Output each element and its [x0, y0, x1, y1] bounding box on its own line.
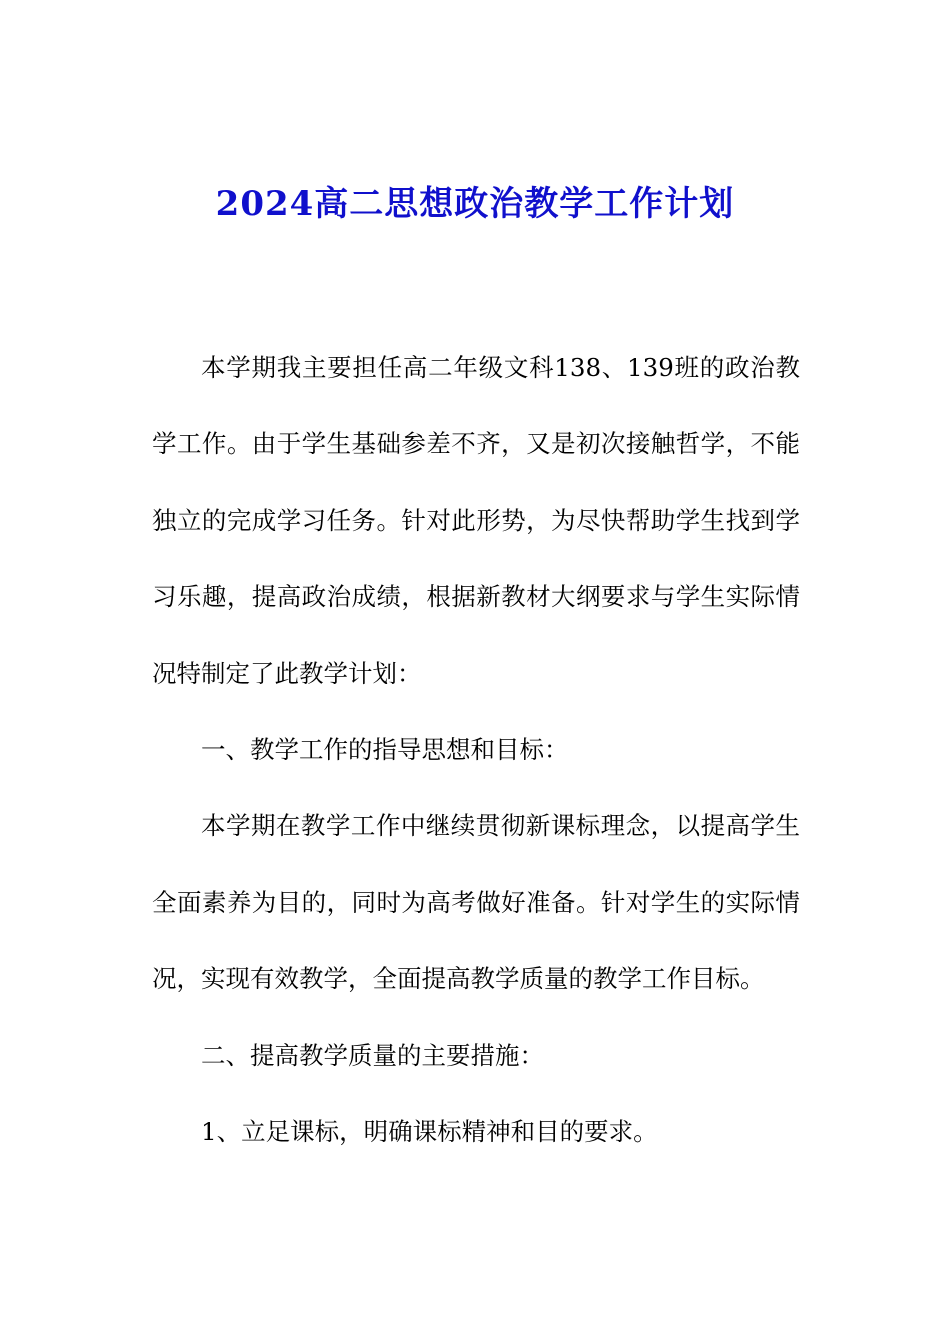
document-body	[152, 330, 800, 1170]
document-title: 2024高二思想政治教学工作计划	[215, 184, 735, 224]
section-heading-measures: 二、提高教学质量的主要措施：	[201, 1040, 544, 1070]
paragraph-intro: 本学期我主要担任高二年级文科138、139班的政治教学工作。由于学生基础参差不齐，又是初次接触哲学，不能独立的完成学习任务。针对此形势，为尽快帮助学生找到学习乐趣，提高政治成绩，根据新教材大纲要求与学生实际情况特制定了此教学计划：	[152, 353, 800, 688]
section-heading-guiding-ideas: 一、教学工作的指导思想和目标：	[201, 735, 569, 765]
paragraph-measure-1: 1、立足课标，明确课标精神和目的要求。	[201, 1117, 658, 1147]
paragraph-goals: 本学期在教学工作中继续贯彻新课标理念，以提高学生全面素养为目的，同时为高考做好准备。针对学生的实际情况，实现有效教学，全面提高教学质量的教学工作目标。	[152, 811, 800, 994]
